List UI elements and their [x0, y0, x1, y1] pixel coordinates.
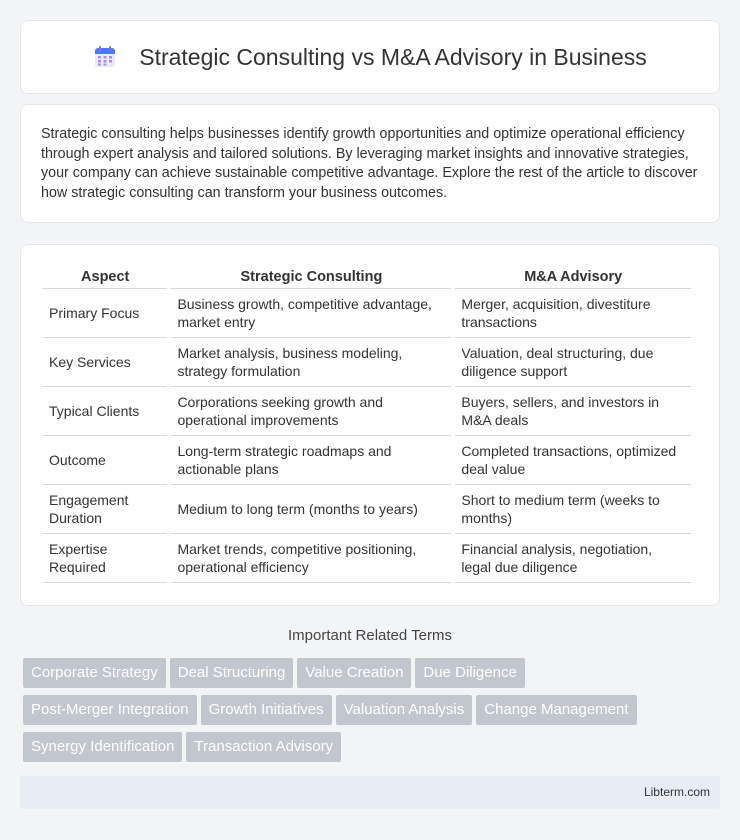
page-title: Strategic Consulting vs M&A Advisory in Business	[139, 43, 647, 70]
cell-aspect: Engagement Duration	[43, 485, 167, 534]
cell-strategic: Corporations seeking growth and operational improvements	[171, 387, 451, 436]
table-header-row	[43, 263, 691, 289]
tag-synergy-identification[interactable]: Synergy Identification	[23, 732, 182, 762]
cell-strategic: Medium to long term (months to years)	[171, 485, 451, 534]
tag-valuation-analysis[interactable]: Valuation Analysis	[336, 695, 473, 725]
tag-deal-structuring[interactable]: Deal Structuring	[170, 658, 294, 688]
cell-aspect: Typical Clients	[43, 387, 167, 436]
related-terms-title: Important Related Terms	[288, 627, 452, 644]
tag-corporate-strategy[interactable]: Corporate Strategy	[23, 658, 166, 688]
tag-growth-initiatives[interactable]: Growth Initiatives	[201, 695, 332, 725]
cell-ma: Valuation, deal structuring, due diligence support	[455, 338, 691, 387]
cell-ma: Short to medium term (weeks to months)	[455, 485, 691, 534]
footer-site-link[interactable]: Libterm.com	[643, 785, 710, 799]
cell-aspect: Key Services	[43, 338, 167, 387]
tag-transaction-advisory[interactable]: Transaction Advisory	[186, 732, 341, 762]
tag-change-management[interactable]: Change Management	[476, 695, 636, 725]
table-row	[43, 387, 691, 436]
table-row	[43, 485, 691, 534]
related-terms-list	[23, 658, 717, 769]
cell-strategic: Business growth, competitive advantage, market entry	[171, 289, 451, 338]
table-row	[43, 338, 691, 387]
cell-strategic: Long-term strategic roadmaps and actionable plans	[171, 436, 451, 485]
header-strategic-consulting: Strategic Consulting	[171, 263, 451, 289]
header-aspect: Aspect	[43, 263, 167, 289]
cell-aspect: Primary Focus	[43, 289, 167, 338]
tag-due-diligence[interactable]: Due Diligence	[415, 658, 524, 688]
comparison-table	[39, 263, 695, 583]
cell-aspect: Outcome	[43, 436, 167, 485]
footer	[20, 776, 720, 809]
cell-strategic: Market trends, competitive positioning, operational efficiency	[171, 534, 451, 583]
cell-ma: Completed transactions, optimized deal value	[455, 436, 691, 485]
cell-aspect: Expertise Required	[43, 534, 167, 583]
tag-post-merger-integration[interactable]: Post-Merger Integration	[23, 695, 197, 725]
tag-value-creation[interactable]: Value Creation	[297, 658, 411, 688]
table-row	[43, 289, 691, 338]
cell-strategic: Market analysis, business modeling, strategy formulation	[171, 338, 451, 387]
cell-ma: Buyers, sellers, and investors in M&A deals	[455, 387, 691, 436]
table-row	[43, 436, 691, 485]
intro-card	[20, 104, 720, 223]
cell-ma: Merger, acquisition, divestiture transactions	[455, 289, 691, 338]
header-ma-advisory: M&A Advisory	[455, 263, 691, 289]
intro-text: Strategic consulting helps businesses identify growth opportunities and optimize operational efficiency through expert analysis and tailored solutions. By leveraging market insights and innovative strategies, your company can achieve sustainable competitive advantage. Explore the rest of the article to discover how strategic consulting can transform your business outcomes.	[41, 126, 698, 201]
cell-ma: Financial analysis, negotiation, legal due diligence	[455, 534, 691, 583]
calendar-icon	[93, 45, 117, 69]
header-card	[20, 20, 720, 94]
comparison-card	[20, 244, 720, 606]
table-row	[43, 534, 691, 583]
